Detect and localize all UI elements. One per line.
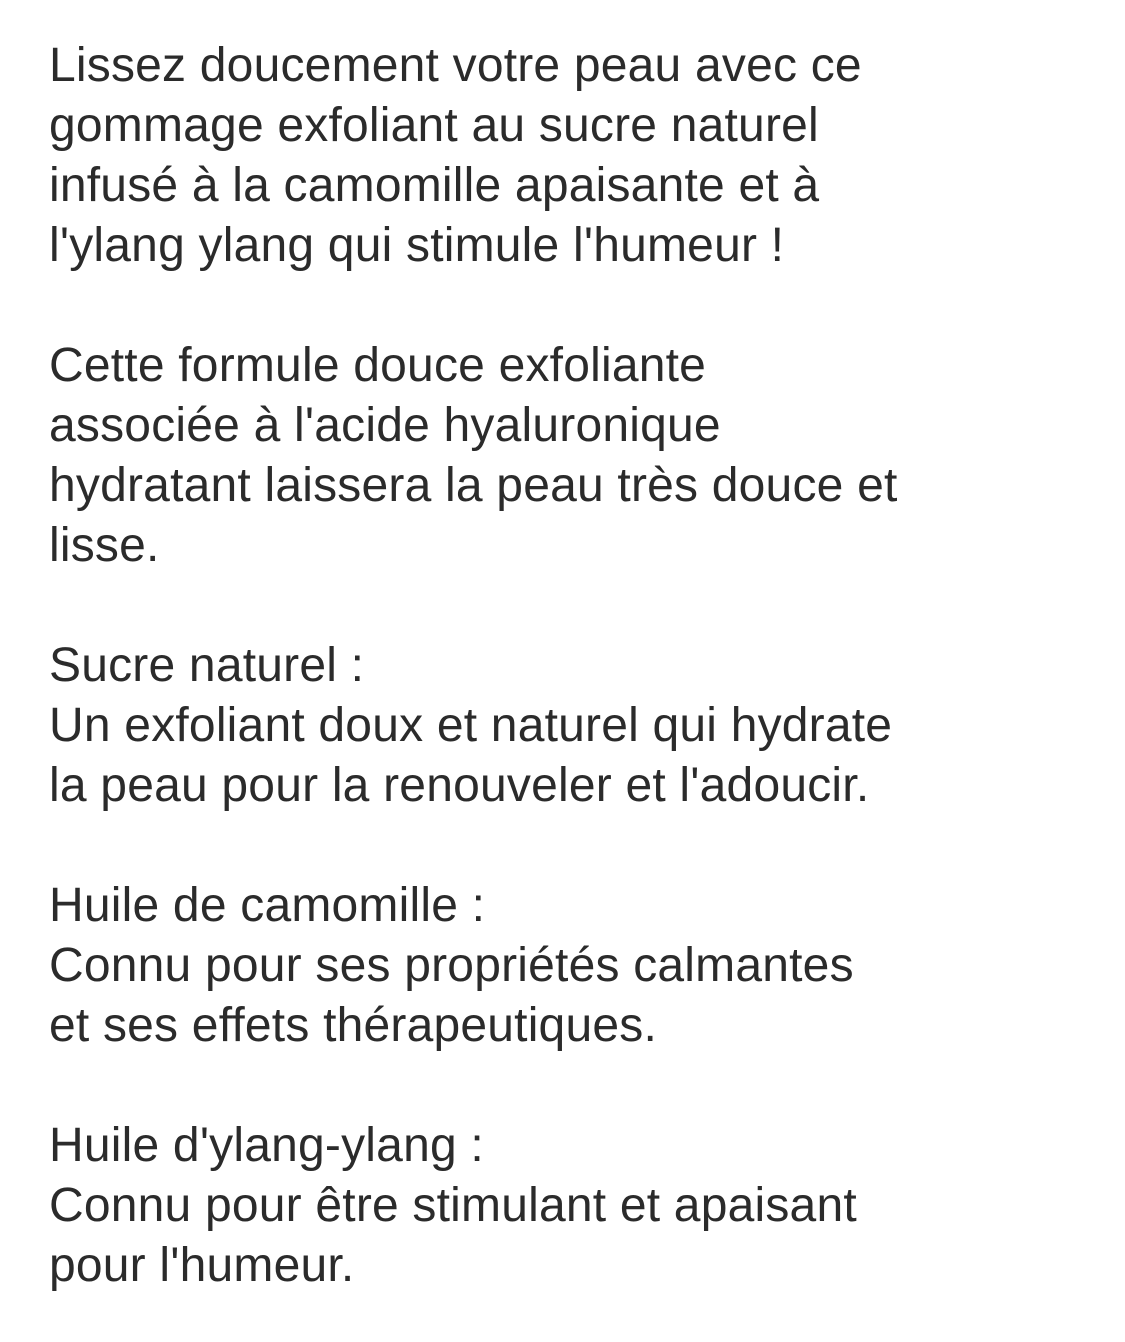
text-line: et ses effets thérapeutiques.: [49, 999, 657, 1052]
text-line: Un exfoliant doux et naturel qui hydrate: [49, 699, 893, 752]
text-line: l'ylang ylang qui stimule l'humeur !: [49, 219, 785, 272]
ingredient-heading: Sucre naturel :: [49, 639, 365, 692]
text-line: lisse.: [49, 519, 160, 572]
text-line: Lissez doucement votre peau avec ce: [49, 39, 862, 92]
ingredient-ylang-ylang: [49, 1116, 1109, 1296]
product-description: [49, 36, 1109, 1296]
text-line: pour l'humeur.: [49, 1239, 355, 1292]
ingredient-heading: Huile de camomille :: [49, 879, 486, 932]
ingredient-sugar: [49, 636, 1109, 816]
text-line: infusé à la camomille apaisante et à: [49, 159, 820, 212]
intro-paragraph: [49, 36, 1109, 276]
text-line: Cette formule douce exfoliante: [49, 339, 707, 392]
text-line: gommage exfoliant au sucre naturel: [49, 99, 819, 152]
text-line: hydratant laissera la peau très douce et: [49, 459, 898, 512]
text-line: associée à l'acide hyaluronique: [49, 399, 721, 452]
ingredient-heading: Huile d'ylang-ylang :: [49, 1119, 484, 1172]
text-line: la peau pour la renouveler et l'adoucir.: [49, 759, 870, 812]
ingredient-chamomile: [49, 876, 1109, 1056]
text-line: Connu pour être stimulant et apaisant: [49, 1179, 857, 1232]
text-line: Connu pour ses propriétés calmantes: [49, 939, 854, 992]
formula-paragraph: [49, 336, 1109, 576]
